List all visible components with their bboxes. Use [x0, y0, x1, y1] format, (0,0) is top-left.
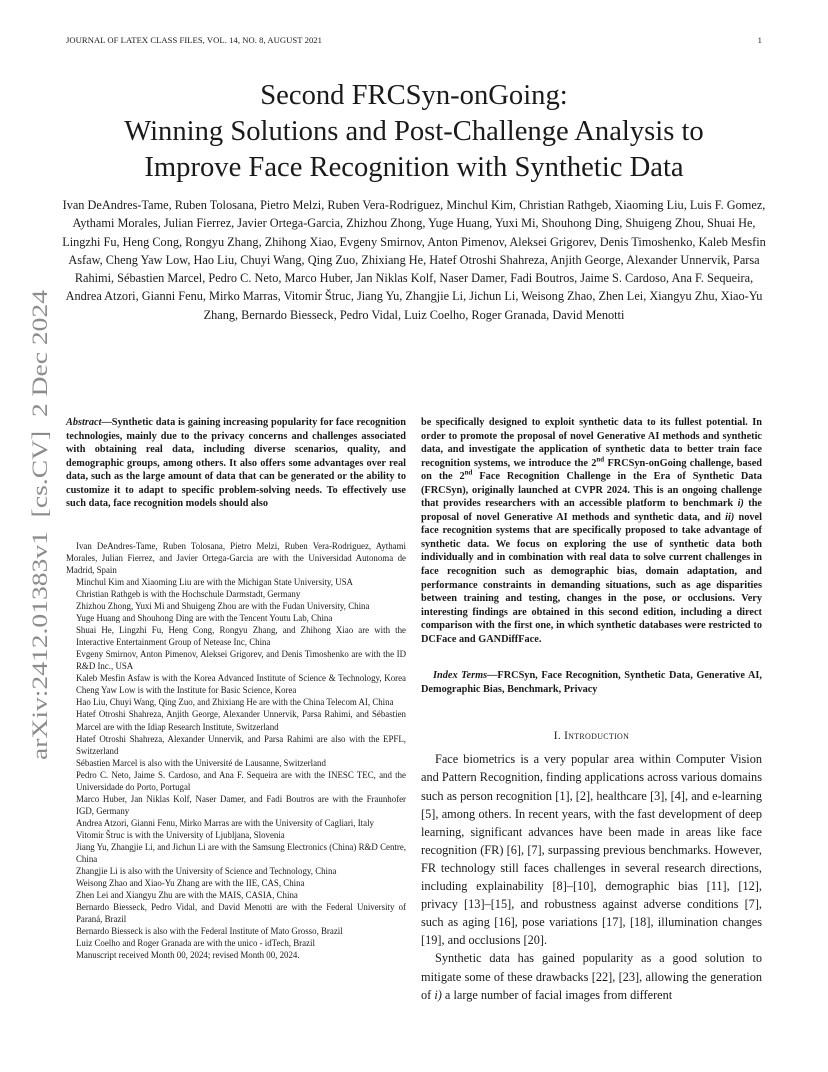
- citation-link[interactable]: [23]: [618, 969, 640, 984]
- footnote-item: Bernardo Biesseck, Pedro Vidal, and David Menotti are with the Federal University of Paraná, Brazil: [76, 902, 406, 925]
- abstract-text: be specifically designed to exploit synthetic data to its fullest potential. In order to promote the proposal of novel Generative AI methods and synthetic data, and investigate the application of synthetic data to better train face recognition systems, we introduce the 2: [421, 417, 762, 469]
- page-number: 1: [757, 35, 762, 45]
- citation-link[interactable]: [7]: [527, 842, 542, 857]
- journal-line: JOURNAL OF LATEX CLASS FILES, VOL. 14, NO. 8, AUGUST 2021: [66, 35, 322, 45]
- text: , allowing the generation of: [421, 969, 762, 1002]
- footnote-item: Hatef Otroshi Shahreza, Anjith George, Alexander Unnervik, Parsa Rahimi, and Sébastien Marcel are with the Idiap Research Institute, Switzerland: [76, 709, 406, 732]
- footnote-item: Zhangjie Li is also with the University of Science and Technology, China: [76, 866, 337, 877]
- text: ,: [521, 842, 528, 857]
- abstract-text-left: —Synthetic data is gaining increasing popularity for face recognition technologies, mainly due to the privacy concerns and challenges associated with obtaining real data, including diverse scenarios, quality, and demographic groups, among others. It also offers some advantages over real data, such as the large amount of data that can be generated or the ability to customize it to adapt to specific problem-solving needs. To effectively use such data, face recognition models should also: [66, 417, 406, 510]
- footnote-item: Jiang Yu, Zhangjie Li, and Jichun Li are with the Samsung Electronics (China) R&D Centre, China: [76, 842, 406, 865]
- section-title: Introduction: [564, 730, 630, 743]
- text: , healthcare: [590, 788, 651, 803]
- citation-link[interactable]: [6]: [506, 842, 522, 857]
- citation-link[interactable]: [4]: [670, 788, 685, 803]
- text: ,: [622, 915, 630, 930]
- citation-link[interactable]: [12]: [738, 879, 759, 894]
- title-line-3: Improve Face Recognition with Synthetic Data: [144, 152, 684, 183]
- footnote-item: Evgeny Smirnov, Anton Pimenov, Aleksei Grigorev, and Denis Timoshenko are with the ID R&D Inc., USA: [76, 649, 406, 672]
- footnote-item: Zhen Lei and Xiangyu Zhu are with the MAIS, CASIA, China: [76, 890, 298, 901]
- footnote-item: Kaleb Mesfin Asfaw is with the Korea Advanced Institute of Science & Technology, Korea Cheng Yaw Low is with the Institute for Basic Science, Korea: [76, 673, 406, 696]
- footnote-item: Christian Rathgeb is with the Hochschule Darmstadt, Germany: [76, 589, 301, 600]
- footnote-item: Ivan DeAndres-Tame, Ruben Tolosana, Pietro Melzi, Ruben Vera-Rodriguez, Aythami Morales, Julian Fierrez, and Javier Ortega-Garcia are with the Universidad Autonoma de Madrid, Spain: [66, 540, 406, 575]
- citation-link[interactable]: [17]: [601, 915, 623, 930]
- text: , illumination changes: [650, 915, 762, 930]
- citation-link[interactable]: [20]: [523, 933, 544, 948]
- abstract-text: novel face recognition systems that are specifically proposed to take advantage of synthetic data. We focus on exploring the use of synthetic data both individually and in combination with real data to solve current challenges in face recognition such as demographic bias, domain adaptation, and performance constraints in demanding situations, such as age disparities between training and testing, changes in the pose, or occlusions. Very interesting findings are obtained in this second edition, including a direct comparison with the first one, in which synthetic databases were restricted to DCFace and GANDiffFace.: [421, 511, 762, 645]
- footnote-item: Bernardo Biesseck is also with the Federal Institute of Mato Grosso, Brazil: [76, 926, 343, 937]
- footnote-item: Sébastien Marcel is also with the Université de Lausanne, Switzerland: [76, 757, 326, 768]
- citation-link[interactable]: [18]: [629, 915, 651, 930]
- text: , among others. In recent years, with the fast development of deep learning, significant advances have been made in areas like face recognition (FR): [421, 806, 762, 857]
- text: Synthetic data has gained popularity as a good solution to mitigate some of these drawbacks: [421, 951, 762, 984]
- footnote-item: Luiz Coelho and Roger Granada are with the unico - idTech, Brazil: [76, 938, 315, 949]
- abstract-text: Face Recognition Challenge in the Era of Synthetic Data (FRCSyn), originally launched at CVPR 2024. This is an ongoing challenge that provides researchers with an accessible platform to benchmark: [421, 471, 762, 510]
- text: , and e-learning: [684, 788, 762, 803]
- running-header: [66, 35, 762, 45]
- footnote-item: Shuai He, Lingzhi Fu, Heng Cong, Rongyu Zhang, and Zhihong Xiao are with the Interactive Entertainment Group of Netease Inc, China: [76, 625, 406, 648]
- citation-link[interactable]: [13]: [464, 897, 485, 912]
- text: Face biometrics is a very popular area within Computer Vision and Pattern Recognition, finding applications across various domains such as person recognition: [421, 752, 762, 803]
- right-column: [421, 416, 762, 1004]
- citation-link[interactable]: [11]: [706, 879, 727, 894]
- section-number: I.: [553, 730, 561, 743]
- author-list: Ivan DeAndres-Tame, Ruben Tolosana, Pietro Melzi, Ruben Vera-Rodriguez, Minchul Kim, Christian Rathgeb, Xiaoming Liu, Luis F. Gomez, Aythami Morales, Julian Fierrez, Javier Ortega-Garcia, Zhizhou Zhong, Yuge Huang, Yuxi Mi, Shouhong Ding, Shuigeng Zhou, Shuai He, Lingzhi Fu, Heng Cong, Rongyu Zhang, Zhihong Xiao, Evgeny Smirnov, Anton Pimenov, Aleksei Grigorev, Denis Timoshenko, Kaleb Mesfin Asfaw, Cheng Yaw Low, Hao Liu, Chuyi Wang, Qing Zuo, Zhixiang He, Hatef Otroshi Shahreza, Anjith George, Alexander Unnervik, Parsa Rahimi, Sébastien Marcel, Pedro C. Neto, Marco Huber, Jan Niklas Kolf, Naser Damer, Fadi Boutros, Jaime S. Cardoso, Ana F. Sequeira, Andrea Atzori, Gianni Fenu, Mirko Marras, Vitomir Štruc, Jiang Yu, Zhangjie Li, Jichun Li, Weisong Zhao, Zhen Lei, Xiangyu Zhu, Xiao-Yu Zhang, Bernardo Biesseck, Pedro Vidal, Luiz Coelho, Roger Granada, David Menotti: [62, 198, 766, 322]
- list-marker: i): [434, 987, 442, 1002]
- index-terms-text: —FRCSyn, Face Recognition, Synthetic Data, Generative AI, Demographic Bias, Benchmark, Privacy: [421, 670, 762, 695]
- arxiv-watermark: [20, 290, 54, 760]
- citation-link[interactable]: [10]: [572, 879, 594, 894]
- abstract-text: the proposal of novel Generative AI methods and synthetic data, and: [421, 498, 762, 523]
- paragraph: [421, 949, 762, 1003]
- text: ,: [664, 788, 671, 803]
- footnote-item: Weisong Zhao and Xiao-Yu Zhang are with the IIE, CAS, China: [76, 878, 305, 889]
- footnote-item: Hatef Otroshi Shahreza, Alexander Unnervik, and Parsa Rahimi are also with the EPFL, Switzerland: [76, 733, 406, 756]
- text: , pose variations: [514, 915, 602, 930]
- superscript: nd: [596, 455, 605, 464]
- text: , such as aging: [421, 897, 762, 930]
- index-terms: [421, 669, 762, 696]
- text: , and occlusions: [441, 933, 524, 948]
- abstract: [66, 416, 406, 511]
- paper-title: [40, 78, 788, 186]
- arxiv-watermark-text: arXiv:2412.01383v1 [cs.CV] 2 Dec 2024: [27, 378, 52, 760]
- text: ,: [569, 788, 576, 803]
- text: , demographic bias: [593, 879, 707, 894]
- list-marker: i): [737, 498, 744, 510]
- abstract-text: FRCSyn-onGoing challenge, based on the 2: [421, 457, 762, 483]
- paragraph: [421, 750, 762, 949]
- footnote-item: Hao Liu, Chuyi Wang, Qing Zuo, and Zhixiang He are with the China Telecom AI, China: [76, 697, 394, 708]
- section-heading: [421, 730, 762, 742]
- text: ,: [612, 969, 619, 984]
- footnote-item: Minchul Kim and Xiaoming Liu are with the Michigan State University, USA: [76, 576, 353, 587]
- footnote-item: Yuge Huang and Shouhong Ding are with the Tencent Youtu Lab, China: [76, 613, 333, 624]
- text: –: [566, 879, 573, 894]
- affiliation-footnotes: [66, 540, 406, 962]
- citation-link[interactable]: [16]: [494, 915, 515, 930]
- citation-link[interactable]: [19]: [421, 933, 442, 948]
- superscript: nd: [464, 468, 473, 477]
- title-line-1: Second FRCSyn-onGoing:: [260, 80, 568, 111]
- index-terms-label: Index Terms: [433, 670, 488, 682]
- text: , and robustness against adverse conditions: [511, 897, 745, 912]
- citation-link[interactable]: [3]: [650, 788, 665, 803]
- abstract-continued: [421, 416, 762, 646]
- citation-link[interactable]: [7]: [744, 897, 759, 912]
- text: , privacy: [421, 879, 762, 912]
- citation-link[interactable]: [22]: [591, 969, 613, 984]
- list-marker: ii): [725, 511, 735, 523]
- title-line-2: Winning Solutions and Post-Challenge Analysis to: [124, 116, 704, 147]
- footnote-item: Pedro C. Neto, Jaime S. Cardoso, and Ana F. Sequeira are with the INESC TEC, and the Universidade do Porto, Portugal: [76, 769, 406, 792]
- abstract-label: Abstract: [66, 417, 102, 428]
- citation-link[interactable]: [8]: [552, 879, 567, 894]
- left-column: [66, 416, 406, 961]
- citation-link[interactable]: [5]: [421, 806, 436, 821]
- citation-link[interactable]: [15]: [490, 897, 512, 912]
- text: , surpassing previous benchmarks. However, FR technology still faces challenges in several research directions, including explainability: [421, 842, 762, 894]
- introduction-body: [421, 750, 762, 1003]
- citation-link[interactable]: [1]: [555, 788, 570, 803]
- text: a large number of facial images from different: [441, 987, 673, 1002]
- text: .: [543, 933, 548, 948]
- text: ,: [726, 879, 739, 894]
- citation-link[interactable]: [2]: [575, 788, 591, 803]
- text: –: [484, 897, 491, 912]
- manuscript-note: Manuscript received Month 00, 2024; revised Month 00, 2024.: [76, 950, 300, 961]
- footnote-item: Marco Huber, Jan Niklas Kolf, Naser Damer, and Fadi Boutros are with the Fraunhofer IGD, Germany: [76, 793, 406, 816]
- footnote-item: Zhizhou Zhong, Yuxi Mi and Shuigeng Zhou are with the Fudan University, China: [76, 601, 370, 612]
- footnote-item: Andrea Atzori, Gianni Fenu, Mirko Marras are with the University of Cagliari, Italy: [76, 817, 374, 828]
- footnote-item: Vitomir Štruc is with the University of Ljubljana, Slovenia: [76, 829, 285, 840]
